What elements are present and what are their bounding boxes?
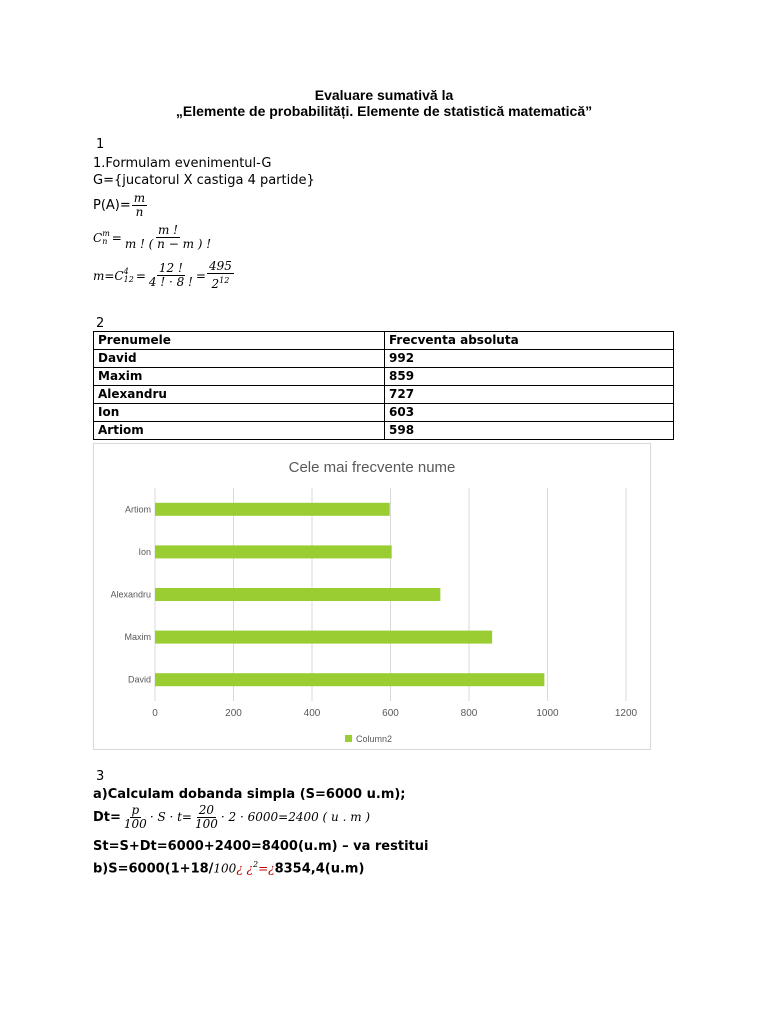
- table-header-cell: Prenumele: [94, 332, 385, 350]
- x-tick-label: 600: [382, 708, 399, 719]
- section-1-number: 1: [96, 137, 105, 152]
- x-tick-label: 800: [460, 708, 478, 719]
- m-numerator-1: 12 !: [158, 261, 183, 275]
- combination-denominator: m ! ( n − m ) !: [124, 237, 212, 251]
- document-title: Evaluare sumativă la: [314, 87, 454, 103]
- chart-title: Cele mai frecvente nume: [288, 459, 456, 476]
- table-header-row: [94, 332, 674, 350]
- combination-sub: n: [102, 236, 108, 246]
- interest-fraction-1: $\frac{p}{100}$: [123, 803, 147, 831]
- interest-formula: [93, 804, 370, 831]
- probability-denominator: n: [135, 205, 144, 219]
- y-tick-label: Artiom: [124, 504, 151, 515]
- bar: [155, 588, 440, 601]
- x-tick-label: 1000: [536, 708, 559, 719]
- table-row: [94, 386, 674, 404]
- legend-label: Column2: [356, 734, 393, 744]
- interest-label: Dt=: [93, 810, 121, 825]
- m-numerator-2: 495: [208, 259, 232, 273]
- table-cell-value: 992: [385, 350, 674, 368]
- x-tick-label: 400: [303, 708, 321, 719]
- section-1-line-2: G={jucatorul X castiga 4 partide}: [93, 173, 315, 188]
- m-denominator-1: 4 ! · 8 !: [148, 275, 193, 289]
- interest-middle: · S · t=: [149, 810, 192, 824]
- table-cell-name: Artiom: [94, 422, 385, 440]
- table-cell-value: 598: [385, 422, 674, 440]
- table-cell-name: Alexandru: [94, 386, 385, 404]
- table-row: [94, 350, 674, 368]
- m-sup: 4: [123, 266, 129, 276]
- probability-formula: [93, 192, 148, 219]
- table-cell-value: 727: [385, 386, 674, 404]
- y-tick-label: Alexandru: [110, 589, 151, 600]
- m-denominator-2: $2^{12}$: [211, 276, 230, 291]
- m-formula: m=C 4 12 = $\frac{12 !}{4 ! \cdot 8 !}$ = $\frac{495}{2^{12}}$: [93, 259, 232, 291]
- bar-chart: [94, 444, 650, 749]
- table-cell-value: 859: [385, 368, 674, 386]
- combination-fraction: [123, 224, 213, 251]
- bar: [155, 545, 392, 558]
- section-2-number: 2: [96, 316, 105, 331]
- m-fraction-2: [207, 260, 234, 291]
- section-3-number: 3: [96, 769, 105, 784]
- section-1-line-1: 1.Formulam evenimentul-G: [93, 156, 272, 171]
- combination-indices: [102, 230, 110, 246]
- y-tick-label: David: [127, 674, 151, 685]
- table-row: [94, 422, 674, 440]
- probability-label: P(A)=: [93, 198, 131, 213]
- m-sub: 12: [123, 274, 134, 284]
- section-3-line-st: St=S+Dt=6000+2400=8400(u.m) – va restitui: [93, 839, 429, 854]
- section-3-line-a: a)Calculam dobanda simpla (S=6000 u.m);: [93, 787, 406, 802]
- combination-formula: C m n = $\frac{m !}{m ! ( n - m ) !}$: [93, 223, 212, 251]
- m-fraction-1: [147, 262, 195, 289]
- x-tick-label: 1200: [614, 708, 638, 719]
- table-row: [94, 368, 674, 386]
- document-subtitle: „Elemente de probabilități. Elemente de statistică matematică”: [175, 103, 593, 119]
- interest-end: · 2 · 6000=2400 ( u . m ): [220, 810, 371, 824]
- combination-symbol: C: [93, 230, 103, 245]
- bar: [155, 673, 544, 686]
- probability-numerator: m: [133, 191, 146, 205]
- interest-fraction-2: $\frac{20}{100}$: [194, 803, 218, 831]
- bar: [155, 631, 492, 644]
- m-lhs: m=C: [93, 268, 124, 283]
- x-tick-label: 200: [225, 708, 242, 719]
- probability-fraction: [132, 192, 147, 219]
- m-indices: [124, 268, 134, 284]
- section-3-line-b: b)S=6000(1+18/100¿ ¿$^2$=¿8354,4(u.m): [93, 860, 365, 877]
- table-cell-name: Maxim: [94, 368, 385, 386]
- combination-numerator: m !: [157, 223, 178, 237]
- bar: [155, 503, 390, 516]
- names-frequency-table: [93, 331, 674, 440]
- table-cell-value: 603: [385, 404, 674, 422]
- x-tick-label: 0: [152, 708, 158, 719]
- y-tick-label: Maxim: [124, 632, 151, 643]
- legend-swatch: [345, 735, 352, 742]
- y-tick-label: Ion: [138, 546, 151, 557]
- table-cell-name: David: [94, 350, 385, 368]
- chart-container: [93, 443, 651, 750]
- table-row: [94, 404, 674, 422]
- combination-sup: m: [102, 228, 110, 238]
- table-header-cell: Frecventa absoluta: [385, 332, 674, 350]
- table-cell-name: Ion: [94, 404, 385, 422]
